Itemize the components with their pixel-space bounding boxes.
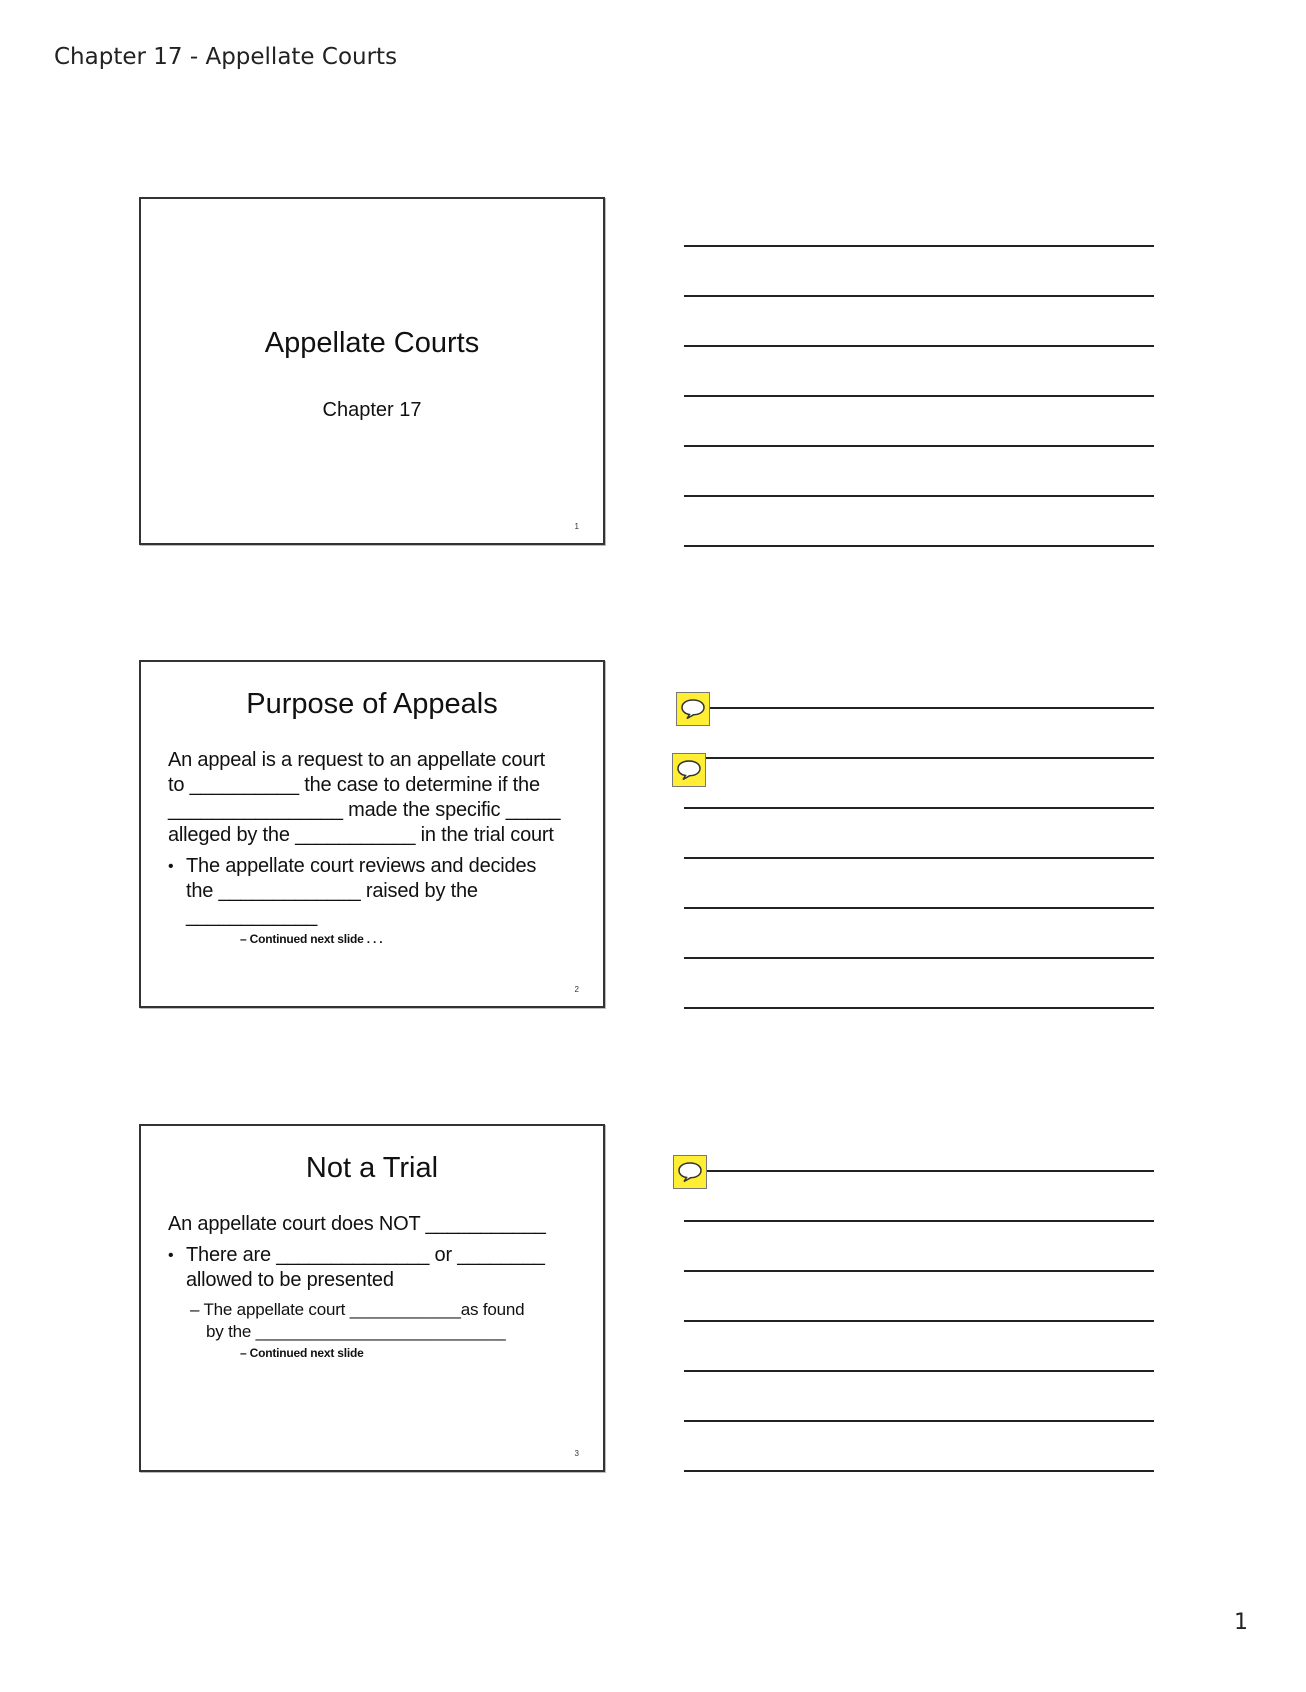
note-line [684, 757, 1154, 759]
slide-2 [139, 660, 605, 1008]
note-line [684, 857, 1154, 859]
note-line [684, 1470, 1154, 1472]
note-line [684, 907, 1154, 909]
bullet-line: the _____________ raised by the [186, 880, 478, 902]
note-line [684, 957, 1154, 959]
slide-2-title: Purpose of Appeals [246, 688, 498, 720]
note-line [684, 1007, 1154, 1009]
note-line [684, 1420, 1154, 1422]
comment-icon[interactable] [672, 753, 706, 787]
note-line [684, 395, 1154, 397]
slide-1-subtitle: Chapter 17 [322, 399, 422, 421]
slide-1-number: 1 [574, 522, 579, 531]
slide-3-bullet [168, 1243, 581, 1293]
slide-3-body [168, 1212, 581, 1361]
note-line [684, 1170, 1154, 1172]
bullet-line: ____________ [186, 905, 318, 927]
note-line [684, 1220, 1154, 1222]
note-line [684, 245, 1154, 247]
note-line [684, 545, 1154, 547]
slide-2-continued: – Continued next slide . . . [240, 932, 383, 946]
slide-2-line: An appeal is a request to an appellate court [168, 749, 546, 771]
slide-3-title: Not a Trial [305, 1152, 439, 1184]
bullet-line: There are ______________ or ________ [186, 1244, 545, 1266]
slide-1 [139, 197, 605, 545]
bullet-line: The appellate court reviews and decides [186, 855, 537, 877]
slide-2-bullet [168, 854, 581, 929]
slide-3 [139, 1124, 605, 1472]
subbullet-line: – The appellate court ____________as found [190, 1300, 525, 1319]
slide-3-continued: – Continued next slide [240, 1346, 364, 1360]
note-line [684, 1370, 1154, 1372]
slide-2-body [168, 748, 581, 947]
slide-3-number: 3 [574, 1449, 579, 1458]
slide-2-number: 2 [574, 985, 579, 994]
comment-icon[interactable] [676, 692, 710, 726]
note-line [684, 345, 1154, 347]
subbullet-line: by the ___________________________ [206, 1322, 506, 1341]
slide-3-subbullet [168, 1299, 581, 1343]
comment-icon[interactable] [673, 1155, 707, 1189]
note-line [684, 1320, 1154, 1322]
note-line [684, 295, 1154, 297]
page-header-title: Chapter 17 - Appellate Courts [54, 44, 398, 70]
slide-2-line: alleged by the ___________ in the trial court [168, 824, 554, 846]
slide-3-line: An appellate court does NOT ___________ [168, 1213, 546, 1235]
bullet-line: allowed to be presented [186, 1269, 394, 1291]
note-line [684, 445, 1154, 447]
page-number: 1 [1234, 1610, 1248, 1635]
slide-2-line: ________________ made the specific _____ [168, 799, 561, 821]
slide-1-title: Appellate Courts [264, 327, 480, 359]
note-line [684, 707, 1154, 709]
note-line [684, 1270, 1154, 1272]
slide-2-line: to __________ the case to determine if the [168, 774, 540, 796]
note-line [684, 807, 1154, 809]
note-line [684, 495, 1154, 497]
